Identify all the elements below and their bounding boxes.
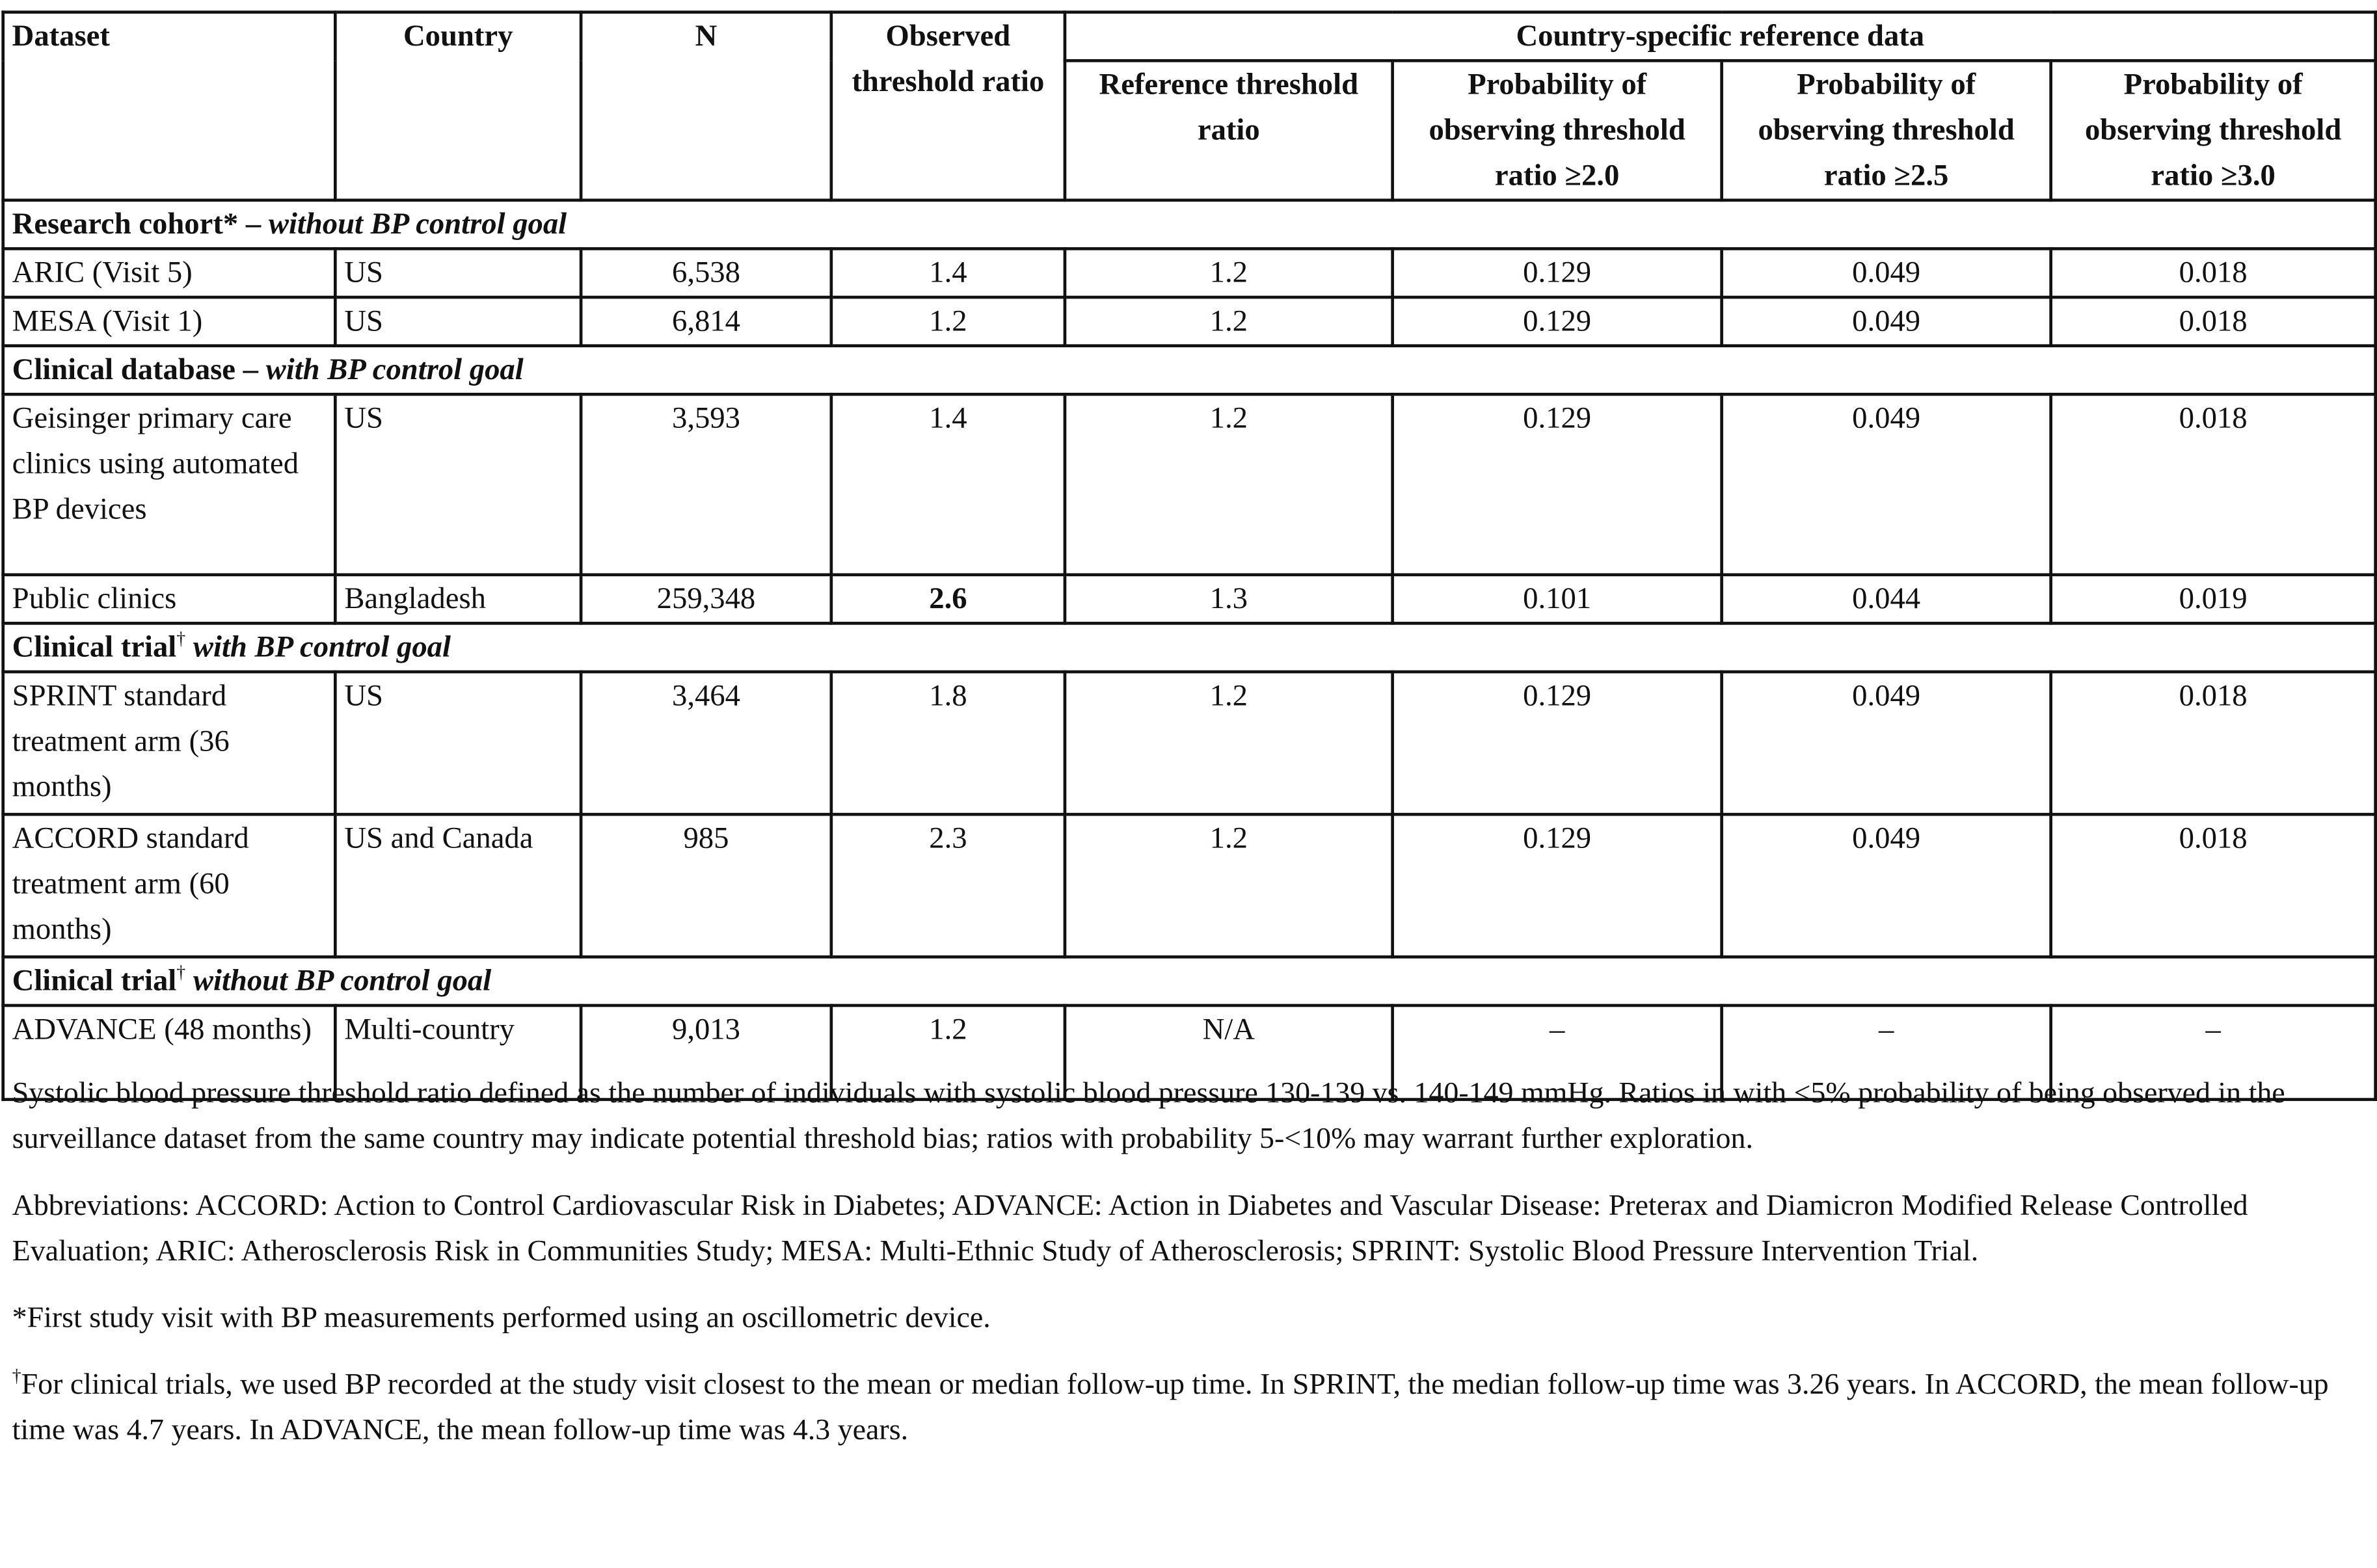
- cell-n: 985: [581, 814, 831, 957]
- cell-n: 259,348: [581, 575, 831, 624]
- section-header: [3, 346, 2376, 395]
- cell-reference: 1.2: [1065, 672, 1393, 814]
- cell-reference: 1.2: [1065, 394, 1393, 574]
- cell-prob-2-5: 0.044: [1722, 575, 2051, 624]
- section-qualifier: without BP control goal: [193, 964, 492, 998]
- cell-dataset: ADVANCE (48 months): [3, 1005, 336, 1100]
- cell-dataset: ARIC (Visit 5): [3, 248, 336, 297]
- cell-prob-2-0: 0.129: [1393, 672, 1722, 814]
- cell-n: 3,464: [581, 672, 831, 814]
- table-row-sprint: [3, 672, 2376, 814]
- section-qualifier: without BP control goal: [268, 207, 567, 241]
- header-observed-threshold-ratio: Observed threshold ratio: [831, 12, 1065, 200]
- cell-observed: 2.6: [831, 575, 1065, 624]
- cell-country: Multi-country: [335, 1005, 581, 1100]
- cell-prob-2-5: –: [1722, 1005, 2051, 1100]
- table-row-public-clinics: [3, 575, 2376, 624]
- cell-prob-2-5: 0.049: [1722, 814, 2051, 957]
- footnote-dagger-text: For clinical trials, we used BP recorded at the study visit closest to the mean or median follow-up time. In SPRINT, the median follow-up time was 3.26 years. In ACCORD, the mean follow-up time was 4.7 years. In ADVANCE, the mean follow-up time was 4.3 years.: [12, 1368, 2329, 1447]
- cell-observed: 1.8: [831, 672, 1065, 814]
- cell-n: 6,538: [581, 248, 831, 297]
- cell-prob-3-0: 0.018: [2051, 672, 2376, 814]
- cell-reference: N/A: [1065, 1005, 1393, 1100]
- threshold-ratio-table: [1, 10, 2377, 1101]
- cell-dataset: MESA (Visit 1): [3, 297, 336, 346]
- cell-prob-3-0: 0.018: [2051, 297, 2376, 346]
- cell-dataset: ACCORD standard treatment arm (60 months): [3, 814, 336, 957]
- section-label: Clinical trial: [12, 964, 177, 998]
- cell-country: US and Canada: [335, 814, 581, 957]
- section-label: Clinical database –: [12, 353, 258, 387]
- cell-dataset: Public clinics: [3, 575, 336, 624]
- header-reference-threshold-ratio: Reference threshold ratio: [1065, 60, 1393, 200]
- section-row: [3, 957, 2376, 1005]
- section-header: [3, 957, 2376, 1005]
- cell-prob-2-0: 0.129: [1393, 297, 1722, 346]
- cell-dataset: SPRINT standard treatment arm (36 months): [3, 672, 336, 814]
- cell-prob-3-0: 0.019: [2051, 575, 2376, 624]
- cell-prob-2-0: 0.129: [1393, 814, 1722, 957]
- section-header: [3, 200, 2376, 249]
- section-row: [3, 346, 2376, 395]
- cell-prob-2-0: 0.129: [1393, 248, 1722, 297]
- cell-country: Bangladesh: [335, 575, 581, 624]
- footnotes: [12, 1070, 2367, 1453]
- cell-reference: 1.2: [1065, 814, 1393, 957]
- cell-country: US: [335, 297, 581, 346]
- cell-reference: 1.3: [1065, 575, 1393, 624]
- cell-prob-2-0: –: [1393, 1005, 1722, 1100]
- cell-prob-2-5: 0.049: [1722, 672, 2051, 814]
- header-n: N: [581, 12, 831, 200]
- cell-prob-2-5: 0.049: [1722, 248, 2051, 297]
- footnote-asterisk: *First study visit with BP measurements performed using an oscillometric device.: [12, 1301, 991, 1335]
- cell-prob-2-0: 0.101: [1393, 575, 1722, 624]
- footnote-dagger: [12, 1362, 2367, 1453]
- cell-prob-3-0: –: [2051, 1005, 2376, 1100]
- header-probability-3-0: Probability of observing threshold ratio ≥3.0: [2051, 60, 2376, 200]
- header-country-specific-reference-data: Country-specific reference data: [1065, 12, 2376, 61]
- cell-observed: 1.4: [831, 394, 1065, 574]
- cell-n: 3,593: [581, 394, 831, 574]
- section-label: Research cohort* –: [12, 207, 262, 241]
- table-row-aric: [3, 248, 2376, 297]
- table-row-accord: [3, 814, 2376, 957]
- section-header: [3, 623, 2376, 672]
- table-row-geisinger: [3, 394, 2376, 574]
- cell-country: US: [335, 248, 581, 297]
- cell-observed: 1.2: [831, 297, 1065, 346]
- cell-prob-2-5: 0.049: [1722, 297, 2051, 346]
- dagger-mark: †: [176, 628, 186, 650]
- footnote-abbreviations: Abbreviations: ACCORD: Action to Control Cardiovascular Risk in Diabetes; ADVANCE: Action in Diabetes and Vascular Disease: Preterax and Diamicron Modified Release Controlled Evaluation; ARIC: Atherosclerosis Risk in Communities Study; MESA: Multi-Ethnic Study of Atherosclerosis; SPRINT: Systolic Blood Pressure Intervention Trial.: [12, 1189, 2248, 1268]
- cell-prob-3-0: 0.018: [2051, 394, 2376, 574]
- dagger-mark: †: [176, 961, 186, 983]
- cell-observed: 2.3: [831, 814, 1065, 957]
- section-qualifier: with BP control goal: [193, 631, 451, 665]
- header-probability-2-5: Probability of observing threshold ratio ≥2.5: [1722, 60, 2051, 200]
- cell-prob-3-0: 0.018: [2051, 814, 2376, 957]
- header-probability-2-0: Probability of observing threshold ratio ≥2.0: [1393, 60, 1722, 200]
- cell-n: 6,814: [581, 297, 831, 346]
- section-row: [3, 623, 2376, 672]
- cell-reference: 1.2: [1065, 297, 1393, 346]
- section-qualifier: with BP control goal: [265, 353, 524, 387]
- cell-dataset: Geisinger primary care clinics using automated BP devices: [3, 394, 336, 574]
- cell-country: US: [335, 394, 581, 574]
- cell-reference: 1.2: [1065, 248, 1393, 297]
- cell-country: US: [335, 672, 581, 814]
- section-row: [3, 200, 2376, 249]
- section-label: Clinical trial: [12, 631, 177, 665]
- cell-prob-2-0: 0.129: [1393, 394, 1722, 574]
- table-row-mesa: [3, 297, 2376, 346]
- dagger-mark: †: [12, 1364, 21, 1387]
- footnote-definition: Systolic blood pressure threshold ratio defined as the number of individuals with systolic blood pressure 130-139 vs. 140-149 mmHg. Ratios in with <5% probability of being observed in the surveillance dataset from the same country may indicate potential threshold bias; ratios with probability 5-<10% may warrant further exploration.: [12, 1076, 2285, 1156]
- cell-observed: 1.2: [831, 1005, 1065, 1100]
- cell-observed: 1.4: [831, 248, 1065, 297]
- header-country: Country: [335, 12, 581, 200]
- cell-prob-3-0: 0.018: [2051, 248, 2376, 297]
- cell-n: 9,013: [581, 1005, 831, 1100]
- header-dataset: Dataset: [3, 12, 336, 200]
- cell-prob-2-5: 0.049: [1722, 394, 2051, 574]
